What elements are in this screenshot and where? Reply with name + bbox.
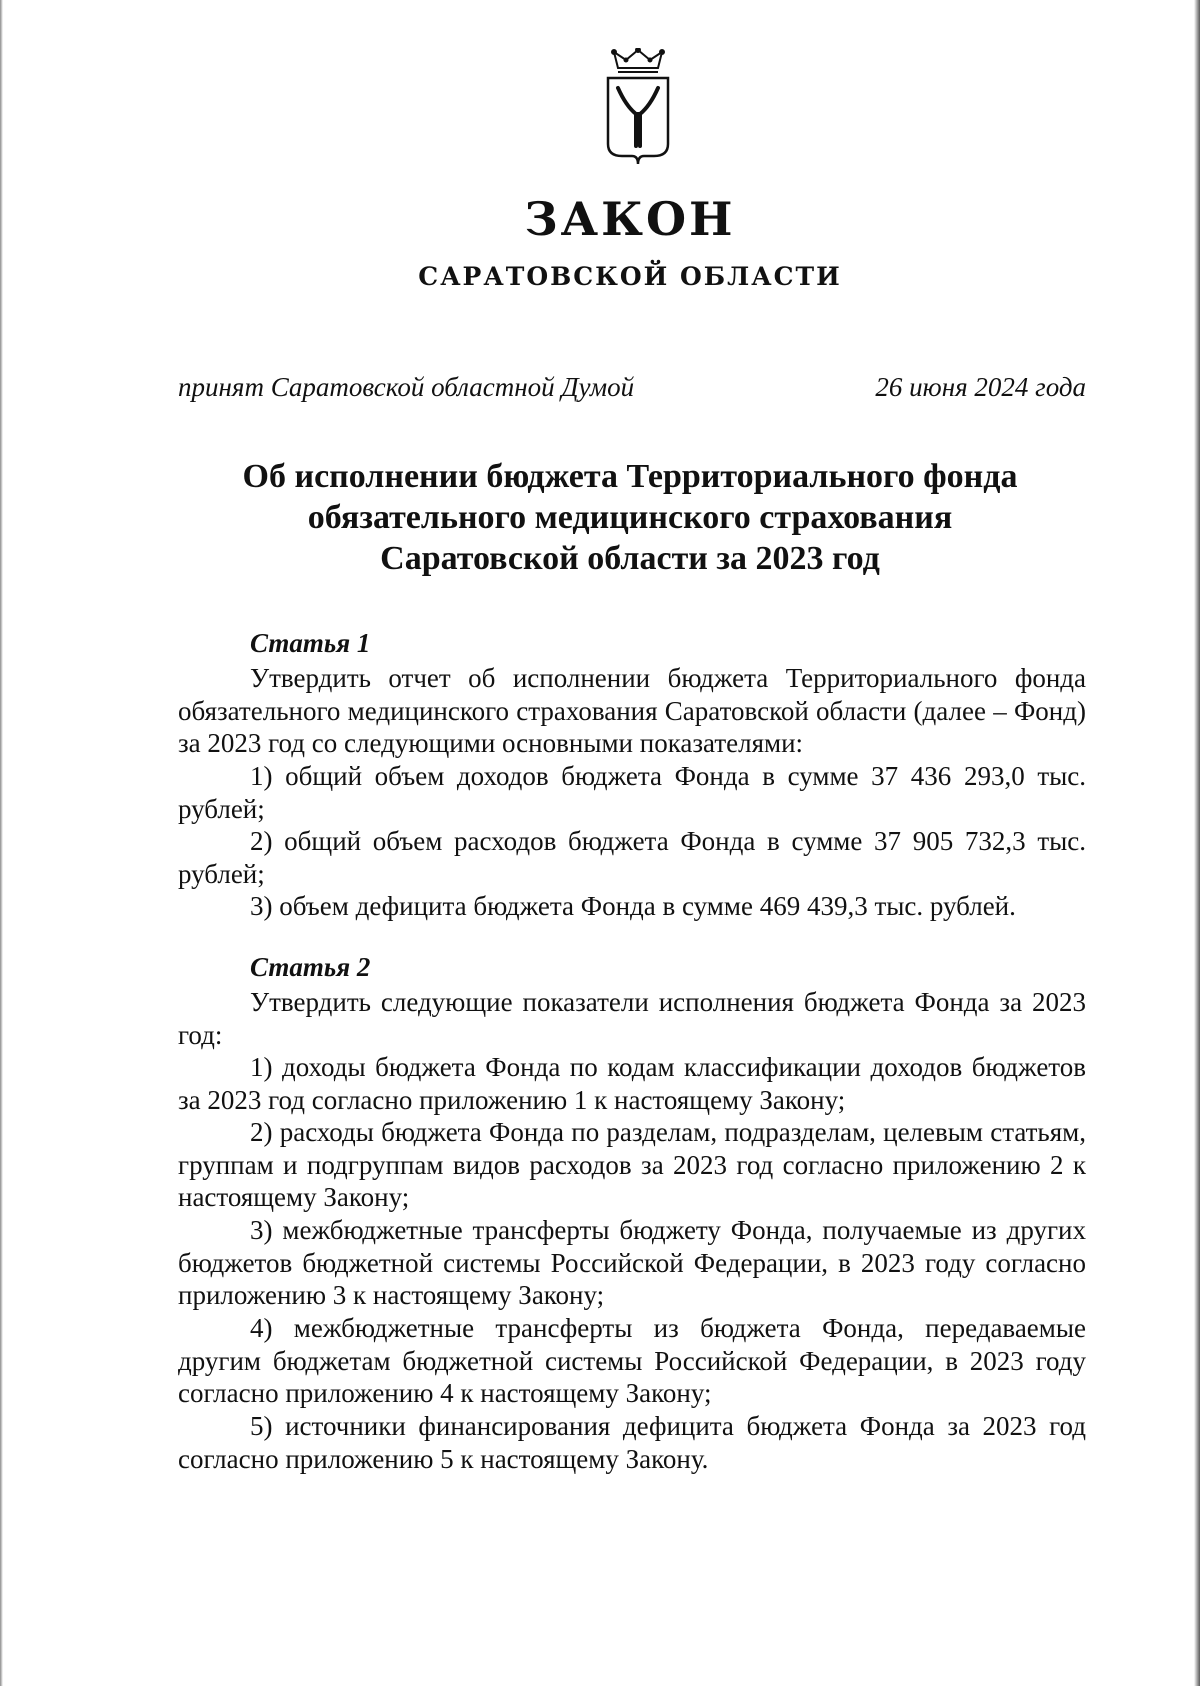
article-2-paragraph: Утвердить следующие показатели исполнения бюджета Фонда за 2023 год: <box>178 987 1086 1050</box>
law-title: ЗАКОН <box>524 192 736 246</box>
article-2-heading: Статья 2 <box>250 952 371 982</box>
region-subtitle: САРАТОВСКОЙ ОБЛАСТИ <box>418 262 842 291</box>
article-2-item: 2) расходы бюджета Фонда по разделам, подразделам, целевым статьям, группам и подгруппам видов расходов за 2023 год согласно приложению 2 к настоящему Закону; <box>178 1117 1086 1212</box>
adoption-body: принят Саратовской областной Думой <box>178 372 635 402</box>
saratov-coat-of-arms-icon <box>600 48 676 166</box>
document-title-line: Саратовской области за 2023 год <box>380 540 880 577</box>
document-title-line: Об исполнении бюджета Территориального фонда <box>242 458 1018 495</box>
scan-edge-right <box>1194 0 1200 1686</box>
document-title-line: обязательного медицинского страхования <box>307 499 953 536</box>
document-title <box>190 456 1070 579</box>
scan-edge-left <box>0 0 3 1686</box>
article-1-heading: Статья 1 <box>250 628 371 658</box>
article-2-item: 4) межбюджетные трансферты из бюджета Фонда, передаваемые другим бюджетам бюджетной системы Российской Федерации, в 2023 году согласно приложению 4 к настоящему Закону; <box>178 1313 1086 1408</box>
article-1-item: 1) общий объем доходов бюджета Фонда в сумме 37 436 293,0 тыс. рублей; <box>178 761 1086 824</box>
article-1-paragraph: Утвердить отчет об исполнении бюджета Территориального фонда обязательного медицинского страхования Саратовской области (далее – Фонд) за 2023 год со следующими основными показателями: <box>178 663 1086 758</box>
article-1-item: 2) общий объем расходов бюджета Фонда в сумме 37 905 732,3 тыс. рублей; <box>178 826 1086 889</box>
adoption-date: 26 июня 2024 года <box>875 372 1086 402</box>
article-2-item: 1) доходы бюджета Фонда по кодам классификации доходов бюджетов за 2023 год согласно приложению 1 к настоящему Закону; <box>178 1052 1086 1115</box>
article-2-item: 5) источники финансирования дефицита бюджета Фонда за 2023 год согласно приложению 5 к настоящему Закону. <box>178 1411 1086 1474</box>
article-2-item: 3) межбюджетные трансферты бюджету Фонда, получаемые из других бюджетов бюджетной системы Российской Федерации, в 2023 году согласно приложению 3 к настоящему Закону; <box>178 1215 1086 1310</box>
article-1-item: 3) объем дефицита бюджета Фонда в сумме 469 439,3 тыс. рублей. <box>250 891 1016 921</box>
